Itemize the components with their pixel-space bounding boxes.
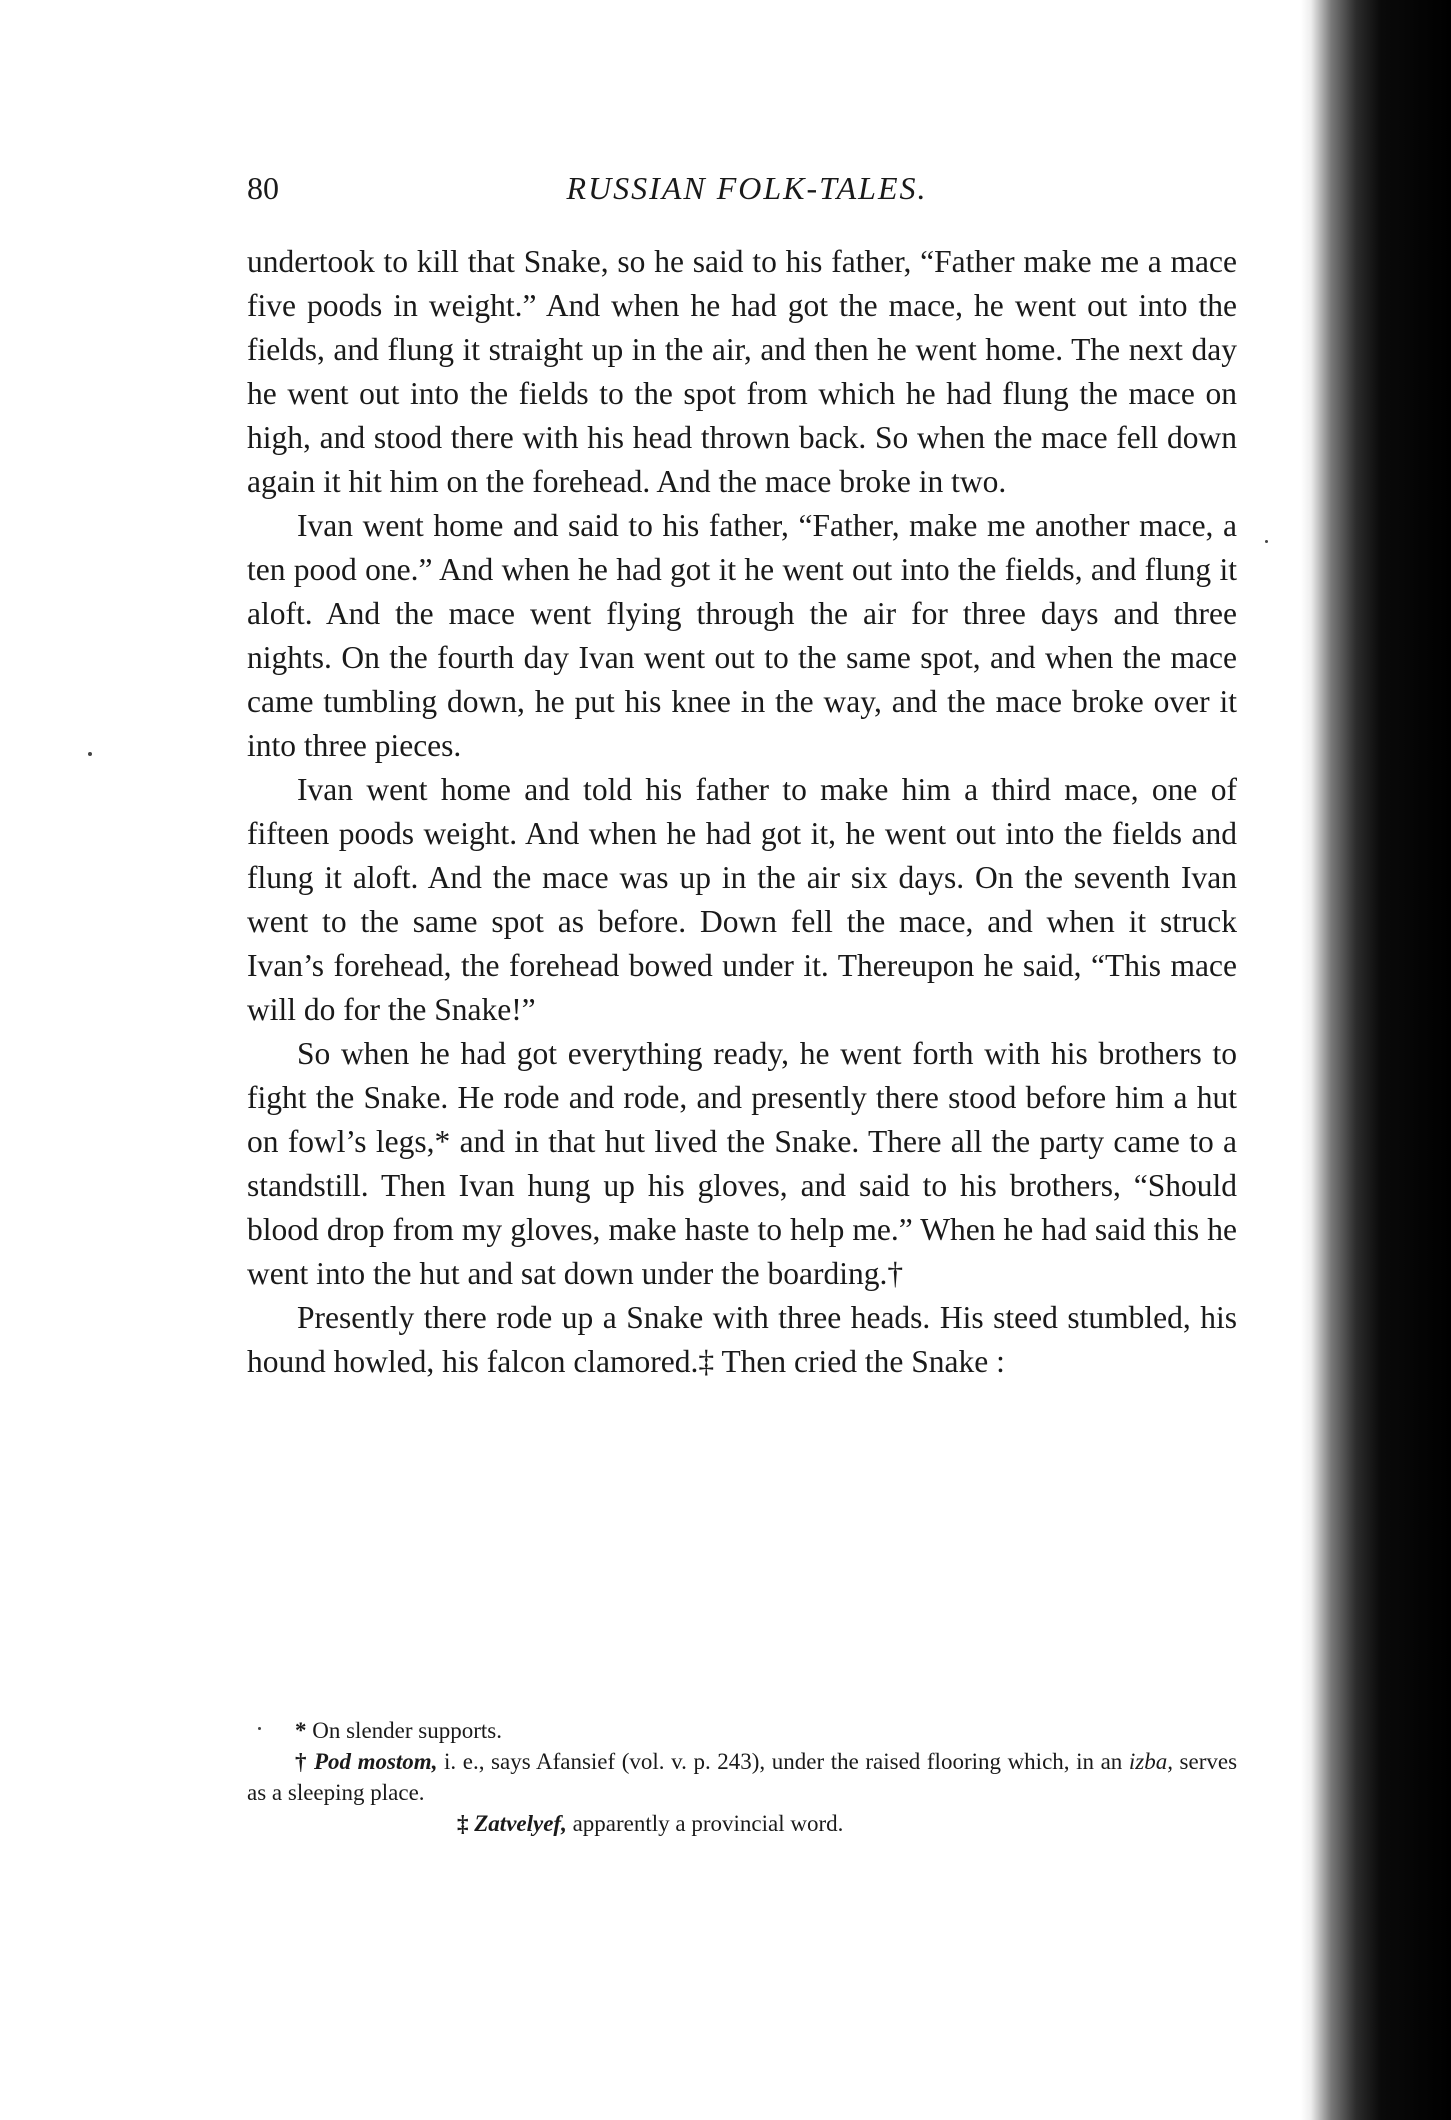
footnote-term: Pod mostom, (313, 1749, 438, 1774)
footnotes (247, 1715, 1237, 1839)
footnote-text: apparently a provincial word. (566, 1811, 844, 1836)
footnote (247, 1715, 1237, 1746)
footnote (247, 1746, 1237, 1808)
footnote-text: On slender supports. (312, 1718, 502, 1743)
running-title: RUSSIAN FOLK-TALES. (566, 170, 928, 206)
paragraph: Presently there rode up a Snake with three heads. His steed stumbled, his hound howled, his falcon clamored.‡ Then cried the Snake : (247, 1300, 1237, 1379)
footnote (247, 1808, 1237, 1839)
paragraph: Ivan went home and told his father to make him a third mace, one of fifteen poods weight. And when he had got it, he went out into the fields and flung it aloft. And the mace was up in the air six days. On the seventh Ivan went to the same spot as before. Down fell the mace, and when it struck Ivan’s forehead, the forehead bowed under it. Thereupon he said, “This mace will do for the Snake!” (247, 772, 1237, 1027)
body-text (247, 240, 1237, 1384)
paragraph: Ivan went home and said to his father, “Father, make me another mace, a ten pood one.” And when he had got it he went out into the fields, and flung it aloft. And the mace went flying through the air for three days and three nights. On the fourth day Ivan went out to the same spot, and when the mace came tumbling down, he put his knee in the way, and the mace broke over it into three pieces. (247, 508, 1237, 763)
paragraph: So when he had got everything ready, he went forth with his brothers to fight the Snake. He rode and rode, and presently there stood before him a hut on fowl’s legs,* and in that hut lived the Snake. There all the party came to a standstill. Then Ivan hung up his gloves, and said to his brothers, “Should blood drop from my gloves, make haste to help me.” When he had said this he went into the hut and sat down under the boarding.† (247, 1036, 1237, 1291)
footnote-term: Zatvelyef, (474, 1811, 567, 1836)
scan-speck (1265, 540, 1268, 543)
footnote-italic-term: izba, (1128, 1749, 1173, 1774)
page-header (247, 170, 1237, 220)
page-number: 80 (247, 170, 279, 206)
scan-speck (88, 752, 92, 756)
footnote-text: serves as a sleeping place. (247, 1749, 1238, 1805)
footnote-mark: * (295, 1718, 307, 1743)
footnote-mark: † (295, 1749, 308, 1774)
footnote-mark: ‡ (457, 1811, 469, 1836)
scan-speck (258, 1727, 261, 1730)
footnote-text: i. e., says Afansief (vol. v. p. 243), under the raised flooring which, in an (437, 1749, 1129, 1774)
book-binding-shadow (1301, 0, 1451, 2120)
paragraph: undertook to kill that Snake, so he said to his father, “Father make me a mace five poods in weight.” And when he had got the mace, he went out into the fields, and flung it straight up in the air, and then he went home. The next day he went out into the fields to the spot from which he had flung the mace on high, and stood there with his head thrown back. So when the mace fell down again it hit him on the forehead. And the mace broke in two. (247, 244, 1237, 499)
